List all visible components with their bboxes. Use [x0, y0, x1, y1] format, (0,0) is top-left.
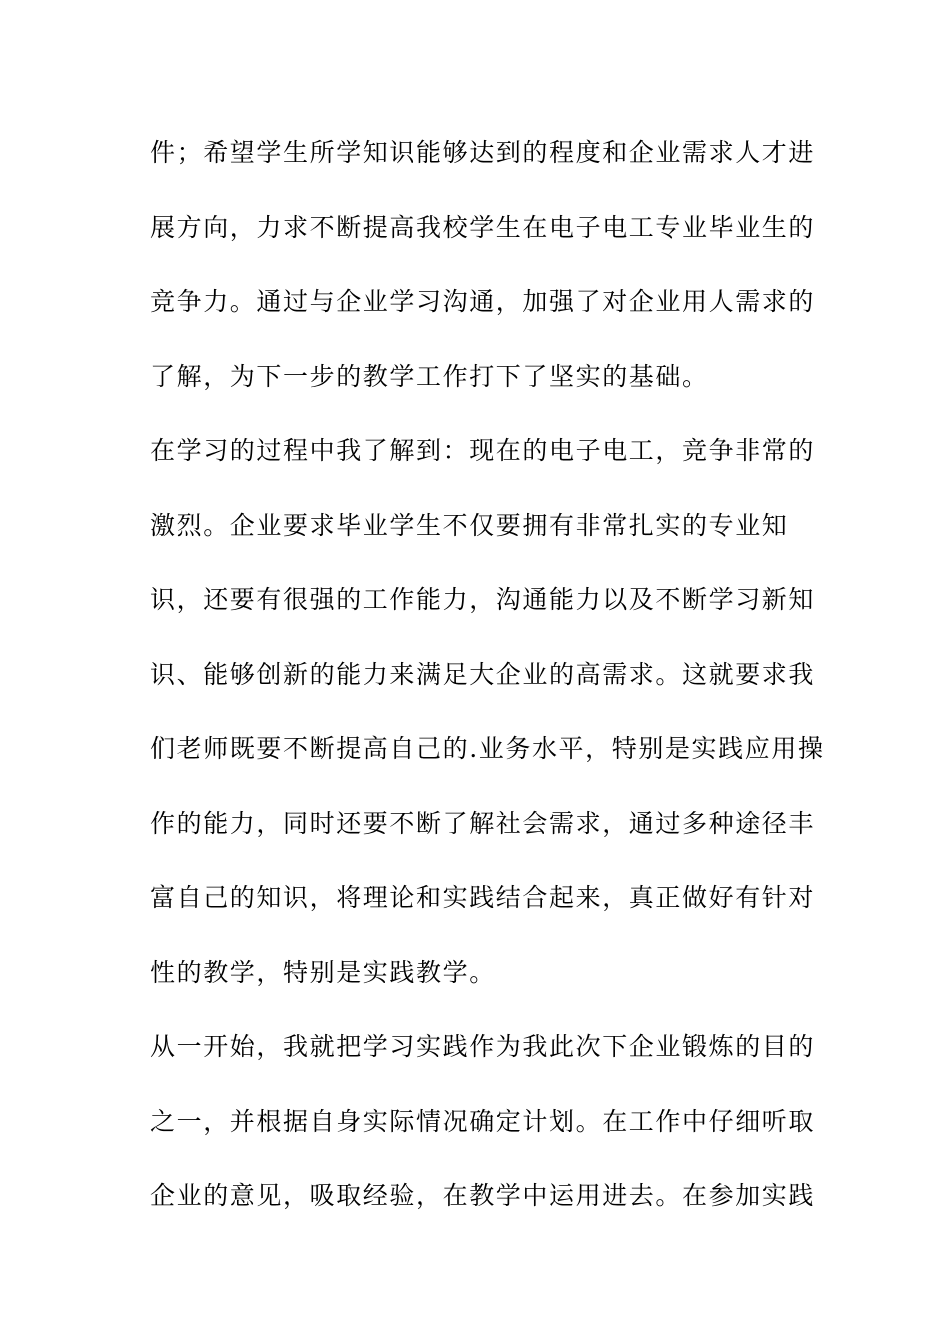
text-line: 从一开始，我就把学习实践作为我此次下企业锻炼的目的 — [150, 1032, 816, 1061]
text-line: 作的能力，同时还要不断了解社会需求，通过多种途径丰 — [150, 808, 816, 838]
text-line: 竞争力。通过与企业学习沟通，加强了对企业用人需求的 — [150, 287, 816, 316]
text-line: 激烈。企业要求毕业学生不仅要拥有非常扎实的专业知 — [150, 510, 789, 540]
body-text — [150, 128, 825, 1246]
text-line: 们老师既要不断提高自己的.业务水平，特别是实践应用操 — [150, 734, 825, 763]
text-line: 之一，并根据自身实际情况确定计划。在工作中仔细听取 — [150, 1106, 816, 1136]
text-line: 富自己的知识，将理论和实践结合起来，真正做好有针对 — [150, 883, 816, 912]
text-line: 在学习的过程中我了解到：现在的电子电工，竞争非常的 — [150, 436, 816, 465]
text-line: 性的教学，特别是实践教学。 — [150, 957, 496, 987]
text-line: 展方向，力求不断提高我校学生在电子电工专业毕业生的 — [150, 212, 816, 242]
text-line: 识，还要有很强的工作能力，沟通能力以及不断学习新知 — [150, 585, 816, 614]
text-line: 了解，为下一步的教学工作打下了坚实的基础。 — [150, 361, 709, 391]
text-line: 识、能够创新的能力来满足大企业的高需求。这就要求我 — [150, 659, 816, 689]
text-line: 企业的意见，吸取经验，在教学中运用进去。在参加实践 — [150, 1181, 816, 1210]
text-line: 件；希望学生所学知识能够达到的程度和企业需求人才进 — [150, 138, 816, 167]
